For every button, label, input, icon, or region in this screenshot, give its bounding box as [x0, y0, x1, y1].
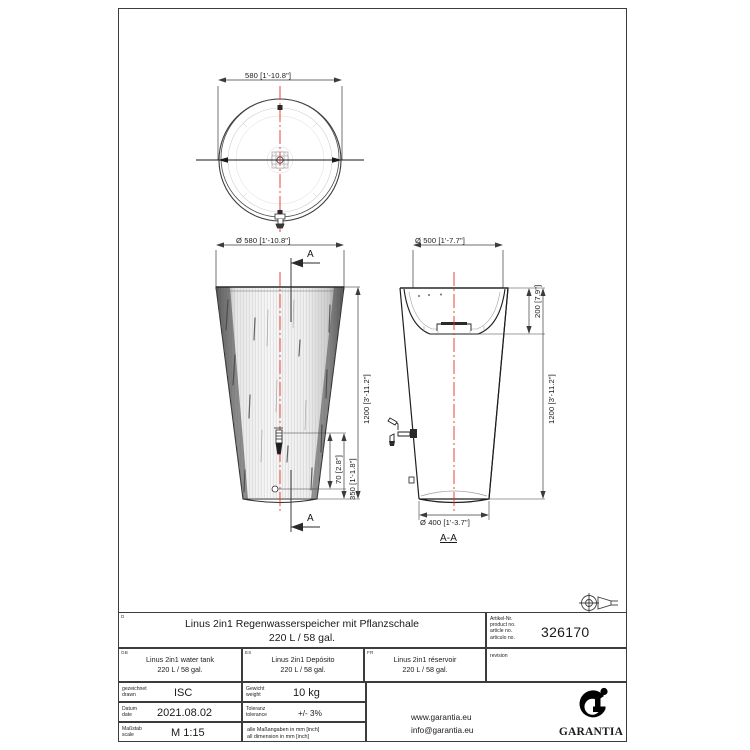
article-key — [490, 616, 516, 641]
units-note-de: alle Maßangaben in mm [inch] — [247, 727, 320, 733]
tolerance-value: +/- 3% — [298, 709, 322, 718]
date-key — [122, 706, 137, 718]
title-es-line1: Linus 2in1 Depósito — [271, 655, 335, 664]
titleblock-drawn — [118, 682, 242, 702]
section-view-dim-d400 — [419, 512, 489, 517]
titleblock-weight — [242, 682, 366, 702]
scale-key — [122, 726, 142, 738]
section-view-dim-label-1200: 1200 [3'-11.2"] — [547, 374, 556, 424]
section-view-lower-fitting — [409, 477, 414, 483]
scale-key-en: scale — [122, 732, 134, 739]
title-de-line2: 220 L / 58 gal. — [268, 632, 336, 644]
lang-code-de: D — [121, 614, 125, 619]
garantia-logo — [556, 686, 626, 742]
section-view-dim-label-d400: Ø 400 [1'-3.7"] — [420, 518, 470, 527]
weight-key-en: weight — [246, 692, 261, 699]
front-view-dim-label-d580: Ø 580 [1'-10.8"] — [236, 236, 291, 245]
front-view-section-letter-top: A — [307, 249, 314, 260]
lang-code-gb: GB — [121, 650, 129, 655]
title-de-line1: Linus 2in1 Regenwasserspeicher mit Pflanzschale — [184, 618, 420, 630]
tolerance-key — [246, 706, 267, 718]
section-view-dim-d500 — [413, 242, 503, 290]
section-view-dim-label-d500: Ø 500 [1'-7.7"] — [415, 236, 465, 245]
garantia-g-icon — [574, 687, 610, 725]
drawn-value: ISC — [174, 687, 193, 699]
drawn-key-de: gezeichnet — [122, 686, 147, 692]
tolerance-key-de: Toleranz — [246, 706, 266, 712]
titleblock-units-note — [242, 722, 366, 742]
drawn-key-en: drawn — [122, 692, 136, 699]
title-fr-line2: 220 L / 58 gal. — [402, 665, 448, 674]
email-text[interactable]: info@garantia.eu — [411, 726, 474, 735]
top-view-dim-label-580: 580 [1'-10.8"] — [245, 71, 292, 80]
titleblock-title-fr — [364, 648, 486, 682]
tolerance-key-en: tolerance — [246, 712, 267, 719]
front-view-dim-label-70: 70 [2.8"] — [334, 455, 343, 484]
lang-code-es: ES — [245, 650, 252, 655]
titleblock-date — [118, 702, 242, 722]
titleblock-title-de — [118, 612, 486, 648]
titleblock-title-es — [242, 648, 364, 682]
lang-code-fr: FR — [367, 650, 374, 655]
titleblock-article — [486, 612, 627, 648]
article-key-alt: article no. — [490, 628, 513, 635]
section-view-caption: A-A — [440, 533, 457, 544]
title-block — [118, 612, 627, 742]
title-gb-line2: 220 L / 58 gal. — [157, 665, 203, 674]
titleblock-revision — [486, 648, 627, 682]
title-gb-line1: Linus 2in1 water tank — [146, 655, 214, 664]
front-view-section-letter-bottom: A — [307, 513, 314, 524]
date-key-en: date — [122, 712, 132, 719]
front-view-dim-label-1200: 1200 [3'-11.2"] — [362, 374, 371, 424]
scale-value: M 1:15 — [171, 727, 205, 739]
section-view-dim-label-200: 200 [7.9"] — [533, 284, 542, 318]
date-key-de: Datum — [122, 706, 138, 712]
first-angle-projection-icon — [578, 592, 624, 614]
title-fr-line1: Linus 2in1 réservoir — [393, 655, 457, 664]
article-key-de: Artikel-Nr. — [490, 616, 513, 622]
date-value: 2021.08.02 — [157, 707, 213, 719]
article-number: 326170 — [541, 624, 590, 640]
title-es-line2: 220 L / 58 gal. — [280, 665, 326, 674]
drawn-key — [122, 686, 147, 698]
weight-key-de: Gewicht — [246, 686, 265, 692]
website-text[interactable]: www.garantia.eu — [411, 713, 472, 722]
weight-value: 10 kg — [293, 687, 320, 699]
titleblock-scale — [118, 722, 242, 742]
section-view-dim-200 — [526, 288, 531, 334]
section-view-dim-1200 — [540, 288, 545, 499]
garantia-wordmark: GARANTIA — [558, 726, 624, 738]
titleblock-tolerance — [242, 702, 366, 722]
article-key-es: articulo no. — [490, 634, 515, 641]
titleblock-title-gb — [118, 648, 242, 682]
scale-key-de: Maßstab — [122, 726, 142, 732]
units-note-en: all dimension in mm [inch] — [247, 734, 310, 740]
weight-key — [246, 686, 264, 698]
front-view-dim-label-350: 350 [1'-1.8"] — [348, 458, 357, 500]
revision-key: revision — [490, 653, 508, 659]
article-key-en: product no. — [490, 622, 516, 629]
